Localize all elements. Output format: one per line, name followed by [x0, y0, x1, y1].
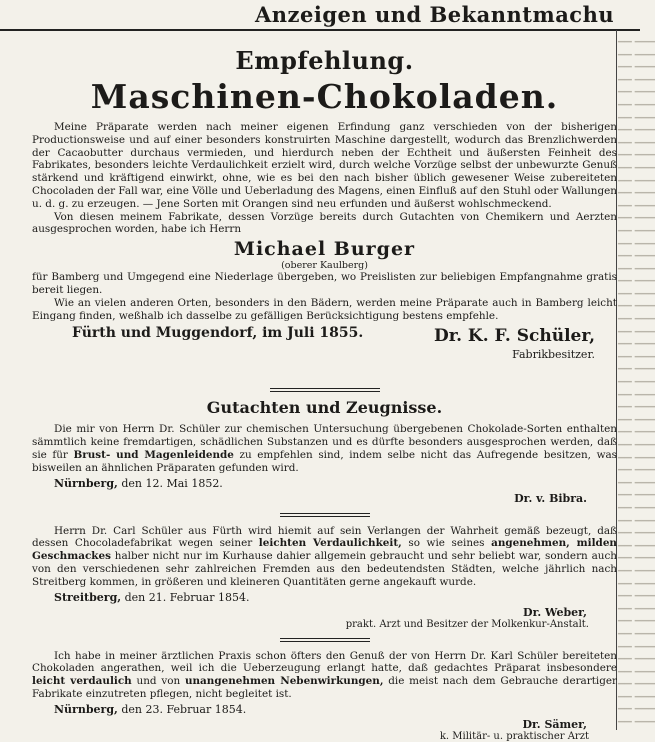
- bleed-line: ▁▁ ▁▁▁: [618, 373, 655, 384]
- ad-title: Maschinen-Chokoladen.: [90, 77, 559, 116]
- testimonial-place-date: Nürnberg, den 23. Februar 1854.: [54, 702, 247, 716]
- bleed-line: ▁▁ ▁▁▁: [618, 637, 655, 648]
- ad-body: [32, 271, 617, 322]
- advertisement: [32, 30, 617, 742]
- bleed-line: ▁▁ ▁▁▁: [618, 171, 655, 182]
- bleed-line: ▁▁ ▁▁▁: [618, 158, 655, 169]
- testimonial-text: Ich habe in meiner ärztlichen Praxis schon öfters den Genuß der von Herrn Dr. Karl Schüler bereiteten Chokoladen angerathen, weil ich die Ueberzeugung erlangt hatte, daß gedachtes Präparat insbesondere leicht verdaulich und von unangenehmen Nebenwirkungen, die meist nach dem Gebrauche derartiger Fabrikate einzutreten pflegen, nicht begleitet ist.: [32, 649, 617, 700]
- body-paragraph: Wie an vielen anderen Orten, besonders in den Bädern, werden meine Präparate auch in Bamberg leicht Eingang finden, weßhalb ich dasselbe zu gefälligen Berücksichtigung bestens empfehle.: [32, 296, 617, 322]
- bleed-line: ▁▁ ▁▁▁: [618, 700, 655, 711]
- divider: [280, 638, 370, 642]
- signature-name: Dr. K. F. Schüler,: [433, 326, 595, 347]
- merchant-address: (oberer Kaulberg): [281, 260, 368, 272]
- divider: [280, 513, 370, 517]
- bleed-line: ▁▁ ▁▁▁: [618, 587, 655, 598]
- bleed-line: ▁▁ ▁▁▁: [618, 259, 655, 270]
- testimonial: [32, 650, 617, 701]
- bleed-line: ▁▁ ▁▁▁: [618, 247, 655, 258]
- bleed-line: ▁▁ ▁▁▁: [618, 221, 655, 232]
- testimonial-place-date: Streitberg, den 21. Februar 1854.: [54, 590, 250, 604]
- bleed-line: ▁▁ ▁▁▁: [618, 461, 655, 472]
- bleed-line: ▁▁ ▁▁▁: [618, 385, 655, 396]
- bleed-line: ▁▁ ▁▁▁: [618, 486, 655, 497]
- bleed-line: ▁▁ ▁▁▁: [618, 713, 655, 724]
- bleed-line: ▁▁ ▁▁▁: [618, 58, 655, 69]
- bleed-line: ▁▁ ▁▁▁: [618, 184, 655, 195]
- testimonial: [32, 423, 617, 474]
- merchant-name: Michael Burger: [233, 238, 416, 261]
- bleed-line: ▁▁ ▁▁▁: [618, 360, 655, 371]
- bleed-line: ▁▁ ▁▁▁: [618, 549, 655, 560]
- bleed-line: ▁▁ ▁▁▁: [618, 498, 655, 509]
- testimonial-text: Herrn Dr. Carl Schüler aus Fürth wird hiemit auf sein Verlangen der Wahrheit gemäß bezeugt, daß dessen Chocoladefabrikat wegen seiner leichten Verdaulichkeit, so wie seines angenehmen, milden Geschmackes halber nicht nur im Kurhause dahier allgemein gebraucht und sehr beliebt war, sondern auch von den verschiedenen sehr zahlreichen Fremden aus den bedeutendsten Städten, welche jährlich nach Streitberg kommen, in größeren und kleineren Quantitäten gerne angekauft wurde.: [32, 524, 617, 588]
- bleed-line: ▁▁ ▁▁▁: [618, 95, 655, 106]
- divider: [270, 388, 380, 392]
- testimonial-place-date: Nürnberg, den 12. Mai 1852.: [54, 476, 223, 490]
- bleed-line: ▁▁ ▁▁▁: [618, 234, 655, 245]
- bleed-line: ▁▁ ▁▁▁: [618, 536, 655, 547]
- bleed-line: ▁▁ ▁▁▁: [618, 284, 655, 295]
- bleed-line: ▁▁ ▁▁▁: [618, 146, 655, 157]
- testimonial-signer-title: prakt. Arzt und Besitzer der Molkenkur-Anstalt.: [345, 618, 589, 630]
- signature-title: Fabrikbesitzer.: [512, 348, 595, 362]
- bleed-line: ▁▁ ▁▁▁: [618, 83, 655, 94]
- bleed-line: ▁▁ ▁▁▁: [618, 209, 655, 220]
- bleed-line: ▁▁ ▁▁▁: [618, 347, 655, 358]
- bleed-line: ▁▁ ▁▁▁: [618, 410, 655, 421]
- ad-intro: [32, 121, 617, 236]
- bleed-line: ▁▁ ▁▁▁: [618, 33, 655, 43]
- adjacent-column-bleed: [618, 32, 655, 732]
- testimonial-signer: Dr. Sämer,: [522, 717, 587, 731]
- bleed-line: ▁▁ ▁▁▁: [618, 310, 655, 321]
- bleed-line: ▁▁ ▁▁▁: [618, 398, 655, 409]
- testimonial-signer: Dr. v. Bibra.: [514, 491, 587, 505]
- bleed-line: ▁▁ ▁▁▁: [618, 108, 655, 119]
- section-header: Anzeigen und Bekanntmachu: [255, 2, 615, 27]
- bleed-line: ▁▁ ▁▁▁: [618, 574, 655, 585]
- bleed-line: ▁▁ ▁▁▁: [618, 524, 655, 535]
- testimonials-title: Gutachten und Zeugnisse.: [206, 398, 443, 418]
- bleed-line: ▁▁ ▁▁▁: [618, 511, 655, 522]
- bleed-line: ▁▁ ▁▁▁: [618, 662, 655, 673]
- bleed-line: ▁▁ ▁▁▁: [618, 133, 655, 144]
- bleed-line: ▁▁ ▁▁▁: [618, 561, 655, 572]
- ad-heading: Empfehlung.: [235, 46, 414, 75]
- bleed-line: ▁▁ ▁▁▁: [618, 687, 655, 698]
- bleed-line: ▁▁ ▁▁▁: [618, 612, 655, 623]
- bleed-line: ▁▁ ▁▁▁: [618, 599, 655, 610]
- testimonial: [32, 525, 617, 589]
- bleed-line: ▁▁ ▁▁▁: [618, 436, 655, 446]
- intro-paragraph: Von diesen meinem Fabrikate, dessen Vorzüge bereits durch Gutachten von Chemikern und Aerzten ausgesprochen worden, habe ich Herrn: [32, 210, 617, 236]
- bleed-line: ▁▁ ▁▁▁: [618, 650, 655, 661]
- bleed-line: ▁▁ ▁▁▁: [618, 121, 655, 132]
- bleed-line: ▁▁ ▁▁▁: [618, 335, 655, 346]
- testimonial-signer: Dr. Weber,: [523, 605, 587, 619]
- testimonial-text: Die mir von Herrn Dr. Schüler zur chemischen Untersuchung übergebenen Chokolade-Sorten enthalten sämmtlich keine fremdartigen, schädlichen Substanzen und es dürfte besonders ausgesprochen werden, daß sie für Brust- und Magenleidende zu empfehlen sind, indem selbe nicht das Aufregende besitzen, was bisweilen an ähnlichen Präparaten gefunden wird.: [32, 423, 617, 474]
- bleed-line: ▁▁ ▁▁▁: [618, 322, 655, 333]
- bleed-line: ▁▁ ▁▁▁: [618, 423, 655, 434]
- bleed-line: ▁▁ ▁▁▁: [618, 45, 655, 56]
- bleed-line: ▁▁ ▁▁▁: [618, 196, 655, 207]
- place-date: Fürth und Muggendorf, im Juli 1855.: [72, 325, 364, 342]
- bleed-line: ▁▁ ▁▁▁: [618, 448, 655, 459]
- testimonial-signer-title: k. Militär- u. praktischer Arzt: [439, 730, 589, 742]
- bleed-line: ▁▁ ▁▁▁: [618, 624, 655, 635]
- bleed-line: ▁▁ ▁▁▁: [618, 473, 655, 484]
- body-paragraph: für Bamberg und Umgegend eine Niederlage übergeben, wo Preislisten zur beliebigen Empfangnahme gratis bereit liegen.: [32, 271, 617, 296]
- bleed-line: ▁▁ ▁▁▁: [618, 675, 655, 686]
- bleed-line: ▁▁ ▁▁▁: [618, 272, 655, 283]
- intro-paragraph: Meine Präparate werden nach meiner eigenen Erfindung ganz verschieden von der bisherigen Productionsweise und auf einer besonders konstruirten Maschine dargestellt, wodurch das Brenzlichwerden der Cacaobutter durchaus vermieden, und hierdurch neben der Echtheit und äußersten Feinheit des Fabrikates, besonders leichte Verdaulichkeit erzielt wird, durch welche Vorzüge selbst der unbewurzte Genuß stärkend und kräftigend einwirkt, ohne, wie es bei den nach bisher üblich gewesener Weise zubereiteten Chocoladen der Fall war, eine Völle und Ueberladung des Magens, einen Einfluß auf den Stuhl oder Wallungen u. d. g. zu erzeugen. — Jene Sorten mit Orangen sind neu erfunden und äußerst wohlschmeckend.: [32, 121, 617, 210]
- bleed-line: ▁▁ ▁▁▁: [618, 70, 655, 81]
- bleed-line: ▁▁ ▁▁▁: [618, 297, 655, 308]
